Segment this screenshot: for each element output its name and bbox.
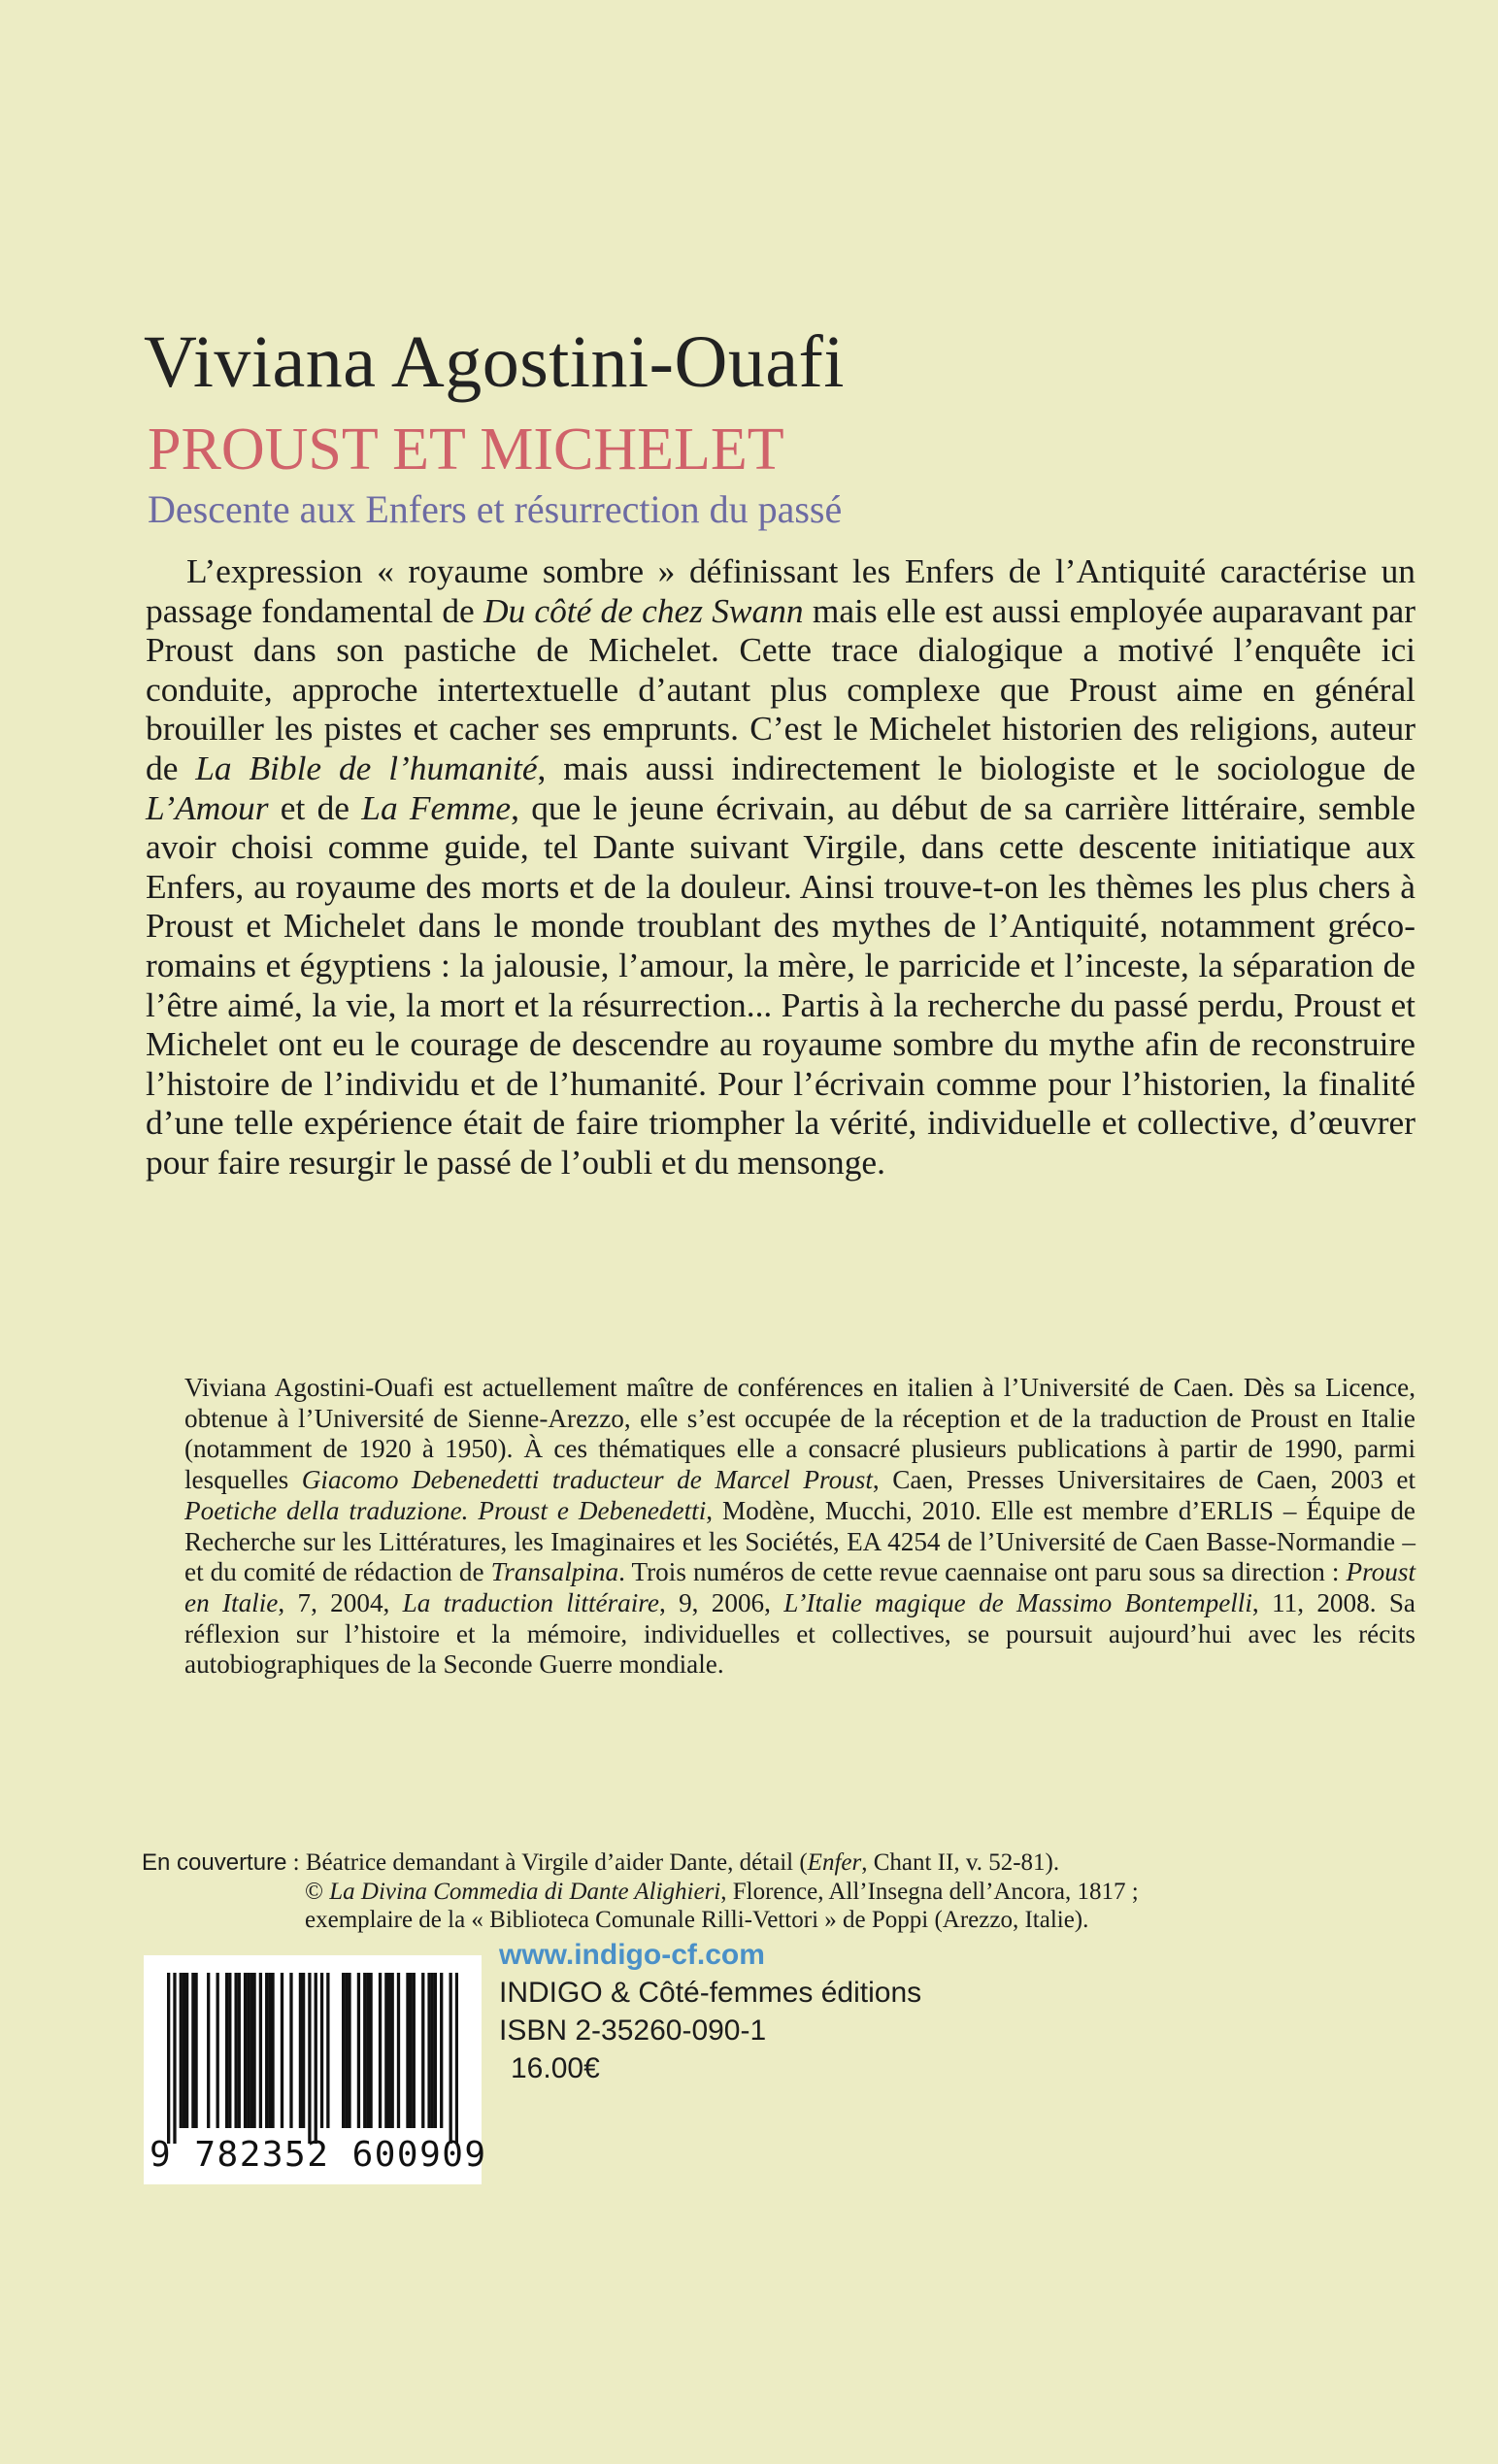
credit-label: En couverture [142,1849,287,1876]
barcode-bar [173,1973,176,2144]
credit-line-1-text: Béatrice demandant à Virgile d’aider Dante, détail (Enfer, Chant II, v. 52-81). [305,1849,1060,1876]
book-title: PROUST ET MICHELET [148,416,784,483]
barcode-bar [234,1973,237,2128]
barcode-bar [434,1973,437,2128]
barcode-bar [216,1973,219,2128]
book-blurb: L’expression « royaume sombre » définissant les Enfers de l’Antiquité caractérise un passage fondamental de Du côté de chez Swann mais elle est aussi employée auparavant par Proust dans son pastiche de Michelet. Cette trace dialogique a motivé l’enquête ici conduite, approche intertextuelle d’autant plus complexe que Proust aime en général brouiller les pistes et cacher ses emprunts. C’est le Michelet historien des religions, auteur de La Bible de l’humanité, mais aussi indirectement le biologiste et le sociologue de L’Amour et de La Femme, que le jeune écrivain, au début de sa carrière littéraire, semble avoir choisi comme guide, tel Dante suivant Virgile, dans cette descente initiatique aux Enfers, au royaume des morts et de la douleur. Ainsi trouve-t-on les thèmes les plus chers à Proust et Michelet dans le monde troublant des mythes de l’Antiquité, notamment gréco-romains et égyptiens : la jalousie, l’amour, la mère, le parricide et l’inceste, la séparation de l’être aimé, la vie, la mort et la résurrection... Partis à la recherche du passé perdu, Proust et Michelet ont eu le courage de descendre au royaume sombre du mythe afin de reconstruire l’histoire de l’individu et de l’humanité. Pour l’écrivain comme pour l’historien, la finalité d’une telle expérience était de faire triompher la vérité, individuelle et collective, d’œuvrer pour faire resurgir le passé de l’oubli et du mensonge. [146,551,1416,1182]
barcode-bar [207,1973,210,2128]
barcode-bar [225,1973,228,2128]
barcode-bar [167,1973,170,2144]
barcode-bar [342,1973,345,2128]
credit-line-2: © La Divina Commedia di Dante Alighieri, Florence, All’Insegna dell’Ancora, 1817 ; [305,1878,1139,1905]
barcode-bar [281,1973,283,2128]
barcode-bar [366,1973,369,2128]
barcode-bar [308,1973,311,2144]
barcode-bar [384,1973,387,2128]
barcode-bars [167,1973,458,2144]
barcode-bar [194,1973,197,2128]
barcode-bar [363,1973,366,2128]
barcode [144,1955,487,2184]
italic-run: L’Amour [146,787,269,827]
book-subtitle: Descente aux Enfers et résurrection du passé [148,487,843,531]
barcode-bar [271,1973,274,2128]
barcode-number: 9 782352 600909 [150,2135,487,2175]
italic-run: L’Italie magique de Massimo Bontempelli [783,1587,1252,1617]
italic-run: Enfer [807,1849,862,1876]
barcode-bar [289,1973,292,2128]
barcode-bar [180,1973,183,2128]
barcode-bar [252,1973,255,2128]
cover-credit [142,1848,1394,1935]
barcode-bar [431,1973,434,2128]
barcode-bar [427,1973,430,2128]
barcode-bar [413,1973,416,2128]
barcode-bar [406,1973,409,2128]
italic-run: La Divina Commedia di Dante Alighieri [329,1878,721,1905]
barcode-bar [259,1973,262,2128]
credit-line-3: exemplaire de la « Biblioteca Comunale Rilli-Vettori » de Poppi (Arezzo, Italie). [305,1907,1089,1933]
italic-run: Poetiche della traduzione. Proust e Debenedetti [184,1495,707,1525]
barcode-bar [391,1973,394,2128]
barcode-bar [348,1973,350,2128]
barcode-bar [228,1973,231,2128]
barcode-bar [185,1973,188,2128]
barcode-bar [440,1973,443,2128]
isbn: ISBN 2-35260-090-1 [499,2014,767,2047]
italic-run: La Bible de l’humanité [195,748,538,787]
publisher-name: INDIGO & Côté-femmes éditions [499,1977,922,2009]
barcode-bar [357,1973,360,2128]
barcode-bar [409,1973,412,2128]
publisher-url[interactable]: www.indigo-cf.com [499,1939,765,1971]
barcode-bar [268,1973,271,2128]
barcode-bar [397,1973,400,2128]
barcode-bar [265,1973,268,2128]
barcode-bar [191,1973,194,2128]
barcode-bar [250,1973,252,2128]
barcode-bar [421,1973,424,2128]
barcode-bar [379,1973,382,2128]
italic-run: La Femme [361,787,512,827]
credit-separator: : [286,1849,306,1876]
barcode-bar [387,1973,390,2128]
italic-run: La traduction littéraire [402,1587,659,1617]
barcode-bar [345,1973,348,2128]
italic-run: Du côté de chez Swann [483,590,804,630]
barcode-bar [299,1973,302,2128]
barcode-bar [183,1973,185,2128]
italic-run: Giacomo Debenedetti traducteur de Marcel Proust [301,1465,873,1495]
barcode-bar [247,1973,250,2128]
italic-run: Proust en Italie [184,1557,1415,1617]
barcode-bar [302,1973,305,2128]
barcode-bar [244,1973,247,2128]
price: 16.00€ [511,2052,600,2084]
barcode-bar [326,1973,329,2128]
credit-line-1 [142,1848,1394,1878]
barcode-bar [315,1973,317,2144]
barcode-bar [238,1973,241,2128]
barcode-bar [320,1973,323,2128]
barcode-bar [449,1973,452,2144]
publisher-info [499,1936,921,2087]
barcode-bar [455,1973,458,2144]
author-bio: Viviana Agostini-Ouafi est actuellement maître de conférences en italien à l’Université de Caen. Dès sa Licence, obtenue à l’Université de Sienne-Arezzo, elle s’est occupée de la réception et de la traduction de Proust en Italie (notamment de 1920 à 1950). À ces thématiques elle a consacré plusieurs publications à partir de 1990, parmi lesquelles Giacomo Debenedetti traducteur de Marcel Proust, Caen, Presses Universitaires de Caen, 2003 et Poetiche della traduzione. Proust e Debenedetti, Modène, Mucchi, 2010. Elle est membre d’ERLIS – Équipe de Recherche sur les Littératures, les Imaginaires et les Sociétés, EA 4254 de l’Université de Caen Basse-Normandie – et du comité de rédaction de Transalpina. Trois numéros de cette revue caennaise ont paru sous sa direction : Proust en Italie, 7, 2004, La traduction littéraire, 9, 2006, L’Italie magique de Massimo Bontempelli, 11, 2008. Sa réflexion sur l’histoire et la mémoire, individuelles et collectives, se poursuit aujourd’hui avec les récits autobiographiques de la Seconde Guerre mondiale. [184,1373,1416,1680]
italic-run: Transalpina [490,1557,619,1587]
author-name: Viviana Agostini-Ouafi [144,321,845,403]
barcode-bar [369,1973,372,2128]
